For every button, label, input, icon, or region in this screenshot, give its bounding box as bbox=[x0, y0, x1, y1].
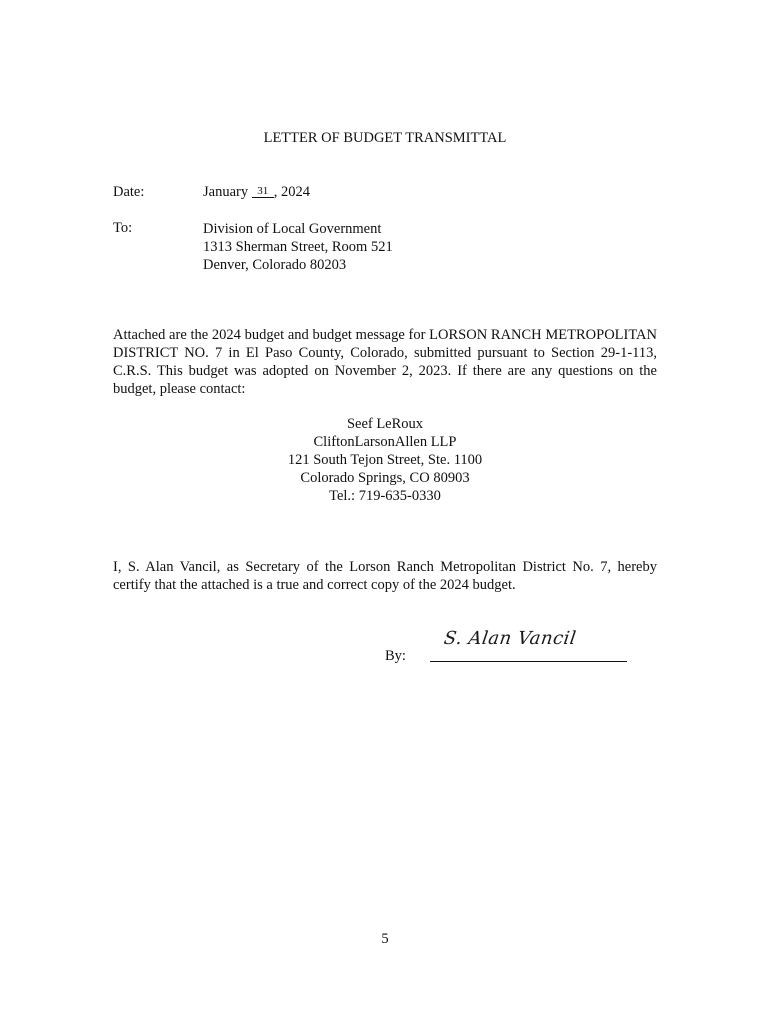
page-number: 5 bbox=[381, 931, 389, 947]
contact-phone: Tel.: 719-635-0330 bbox=[329, 488, 441, 504]
contact-block bbox=[0, 415, 770, 505]
recipient-line: Division of Local Government bbox=[203, 221, 382, 237]
contact-street: 121 South Tejon Street, Ste. 1100 bbox=[287, 452, 483, 468]
date-year: , 2024 bbox=[273, 184, 310, 200]
recipient-address bbox=[203, 220, 393, 274]
recipient-line: Denver, Colorado 80203 bbox=[203, 257, 347, 273]
letter-title: LETTER OF BUDGET TRANSMITTAL bbox=[263, 130, 507, 146]
transmittal-paragraph: Attached are the 2024 budget and budget message for LORSON RANCH METROPOLITAN DISTRICT NO. 7 in El Paso County, Colorado, submitted pursuant to Section 29-1-113, C.R.S. This budget was adopted on November 2, 2023. If there are any questions on the budget, please contact: bbox=[113, 327, 657, 397]
date-day: 31 bbox=[252, 185, 274, 198]
date-value bbox=[203, 184, 310, 201]
certification-paragraph: I, S. Alan Vancil, as Secretary of the Lorson Ranch Metropolitan District No. 7, hereby certify that the attached is a true and correct copy of the 2024 budget. bbox=[113, 559, 657, 593]
date-label: Date: bbox=[113, 184, 145, 200]
contact-firm: CliftonLarsonAllen LLP bbox=[313, 434, 457, 450]
signature-line bbox=[430, 661, 627, 662]
recipient-line: 1313 Sherman Street, Room 521 bbox=[203, 239, 393, 255]
by-label: By: bbox=[385, 648, 406, 664]
date-month: January bbox=[203, 184, 249, 200]
contact-name: Seef LeRoux bbox=[346, 416, 424, 432]
contact-city: Colorado Springs, CO 80903 bbox=[300, 470, 470, 486]
handwritten-signature: S. Alan Vancil bbox=[442, 628, 578, 649]
to-label: To: bbox=[113, 220, 133, 236]
